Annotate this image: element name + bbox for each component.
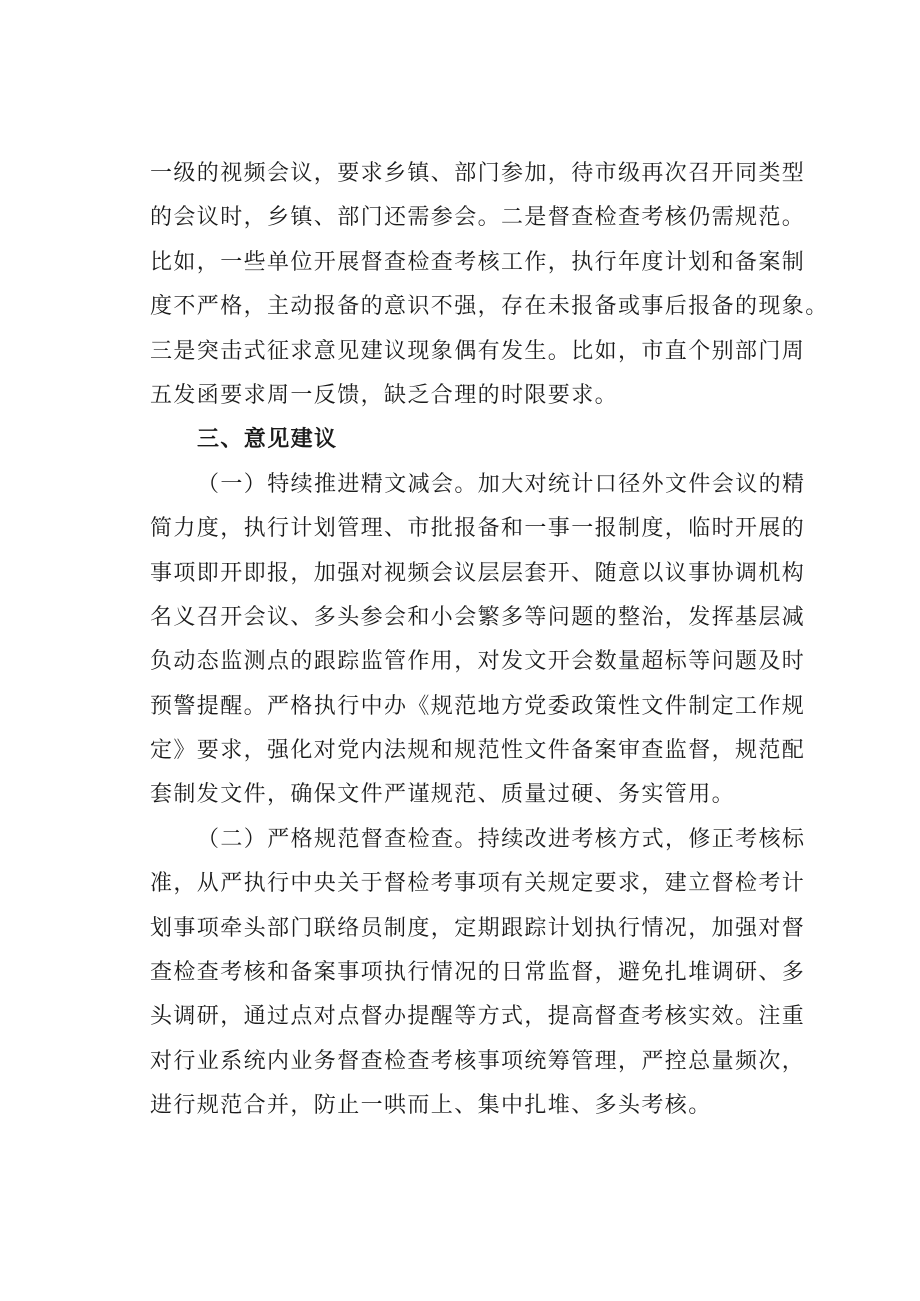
text-line: 简力度，执行计划管理、市批报备和一事一报制度，临时开展的 <box>150 516 806 542</box>
text-line: 事项即开即报，加强对视频会议层层套开、随意以议事协调机构 <box>150 560 806 586</box>
text-line: 定》要求，强化对党内法规和规范性文件备案审查监督，规范配 <box>150 738 806 764</box>
paragraph-1 <box>150 463 806 818</box>
paragraph-2 <box>150 818 806 1129</box>
text-line: 度不严格，主动报备的意识不强，存在未报备或事后报备的现象。 <box>150 294 829 320</box>
document-body <box>150 152 829 1129</box>
text-line: 三是突击式征求意见建议现象偶有发生。比如，市直个别部门周 <box>150 338 806 364</box>
text-line: 对行业系统内业务督查检查考核事项统筹管理，严控总量频次， <box>150 1048 806 1074</box>
text-line: 的会议时，乡镇、部门还需参会。二是督查检查考核仍需规范。 <box>150 205 806 231</box>
text-line: 名义召开会议、多头参会和小会繁多等问题的整治，发挥基层减 <box>150 604 806 630</box>
text-line: 负动态监测点的跟踪监管作用，对发文开会数量超标等问题及时 <box>150 649 806 675</box>
text-line: 预警提醒。严格执行中办《规范地方党委政策性文件制定工作规 <box>150 693 806 719</box>
text-line: 进行规范合并，防止一哄而上、集中扎堆、多头考核。 <box>150 1093 712 1119</box>
text-line: 准，从严执行中央关于督检考事项有关规定要求，建立督检考计 <box>150 871 806 897</box>
text-line: 一级的视频会议，要求乡镇、部门参加，待市级再次召开同类型 <box>150 161 806 186</box>
text-line: 五发函要求周一反馈，缺乏合理的时限要求。 <box>150 382 619 408</box>
section-heading: 三、意见建议 <box>197 427 338 453</box>
text-line: 套制发文件，确保文件严谨规范、质量过硬、务实管用。 <box>150 782 736 808</box>
text-line: （一）特续推进精文减会。加大对统计口径外文件会议的精 <box>197 471 806 497</box>
text-line: 查检查考核和备案事项执行情况的日常监督，避免扎堆调研、多 <box>150 960 806 986</box>
intro-paragraph <box>150 152 829 418</box>
text-line: 比如，一些单位开展督查检查考核工作，执行年度计划和备案制 <box>150 249 806 275</box>
text-line: 划事项牵头部门联络员制度，定期跟踪计划执行情况，加强对督 <box>150 915 806 941</box>
text-line: （二）严格规范督查检查。持续改进考核方式，修正考核标 <box>197 826 806 852</box>
text-line: 头调研，通过点对点督办提醒等方式，提高督查考核实效。注重 <box>150 1004 806 1030</box>
